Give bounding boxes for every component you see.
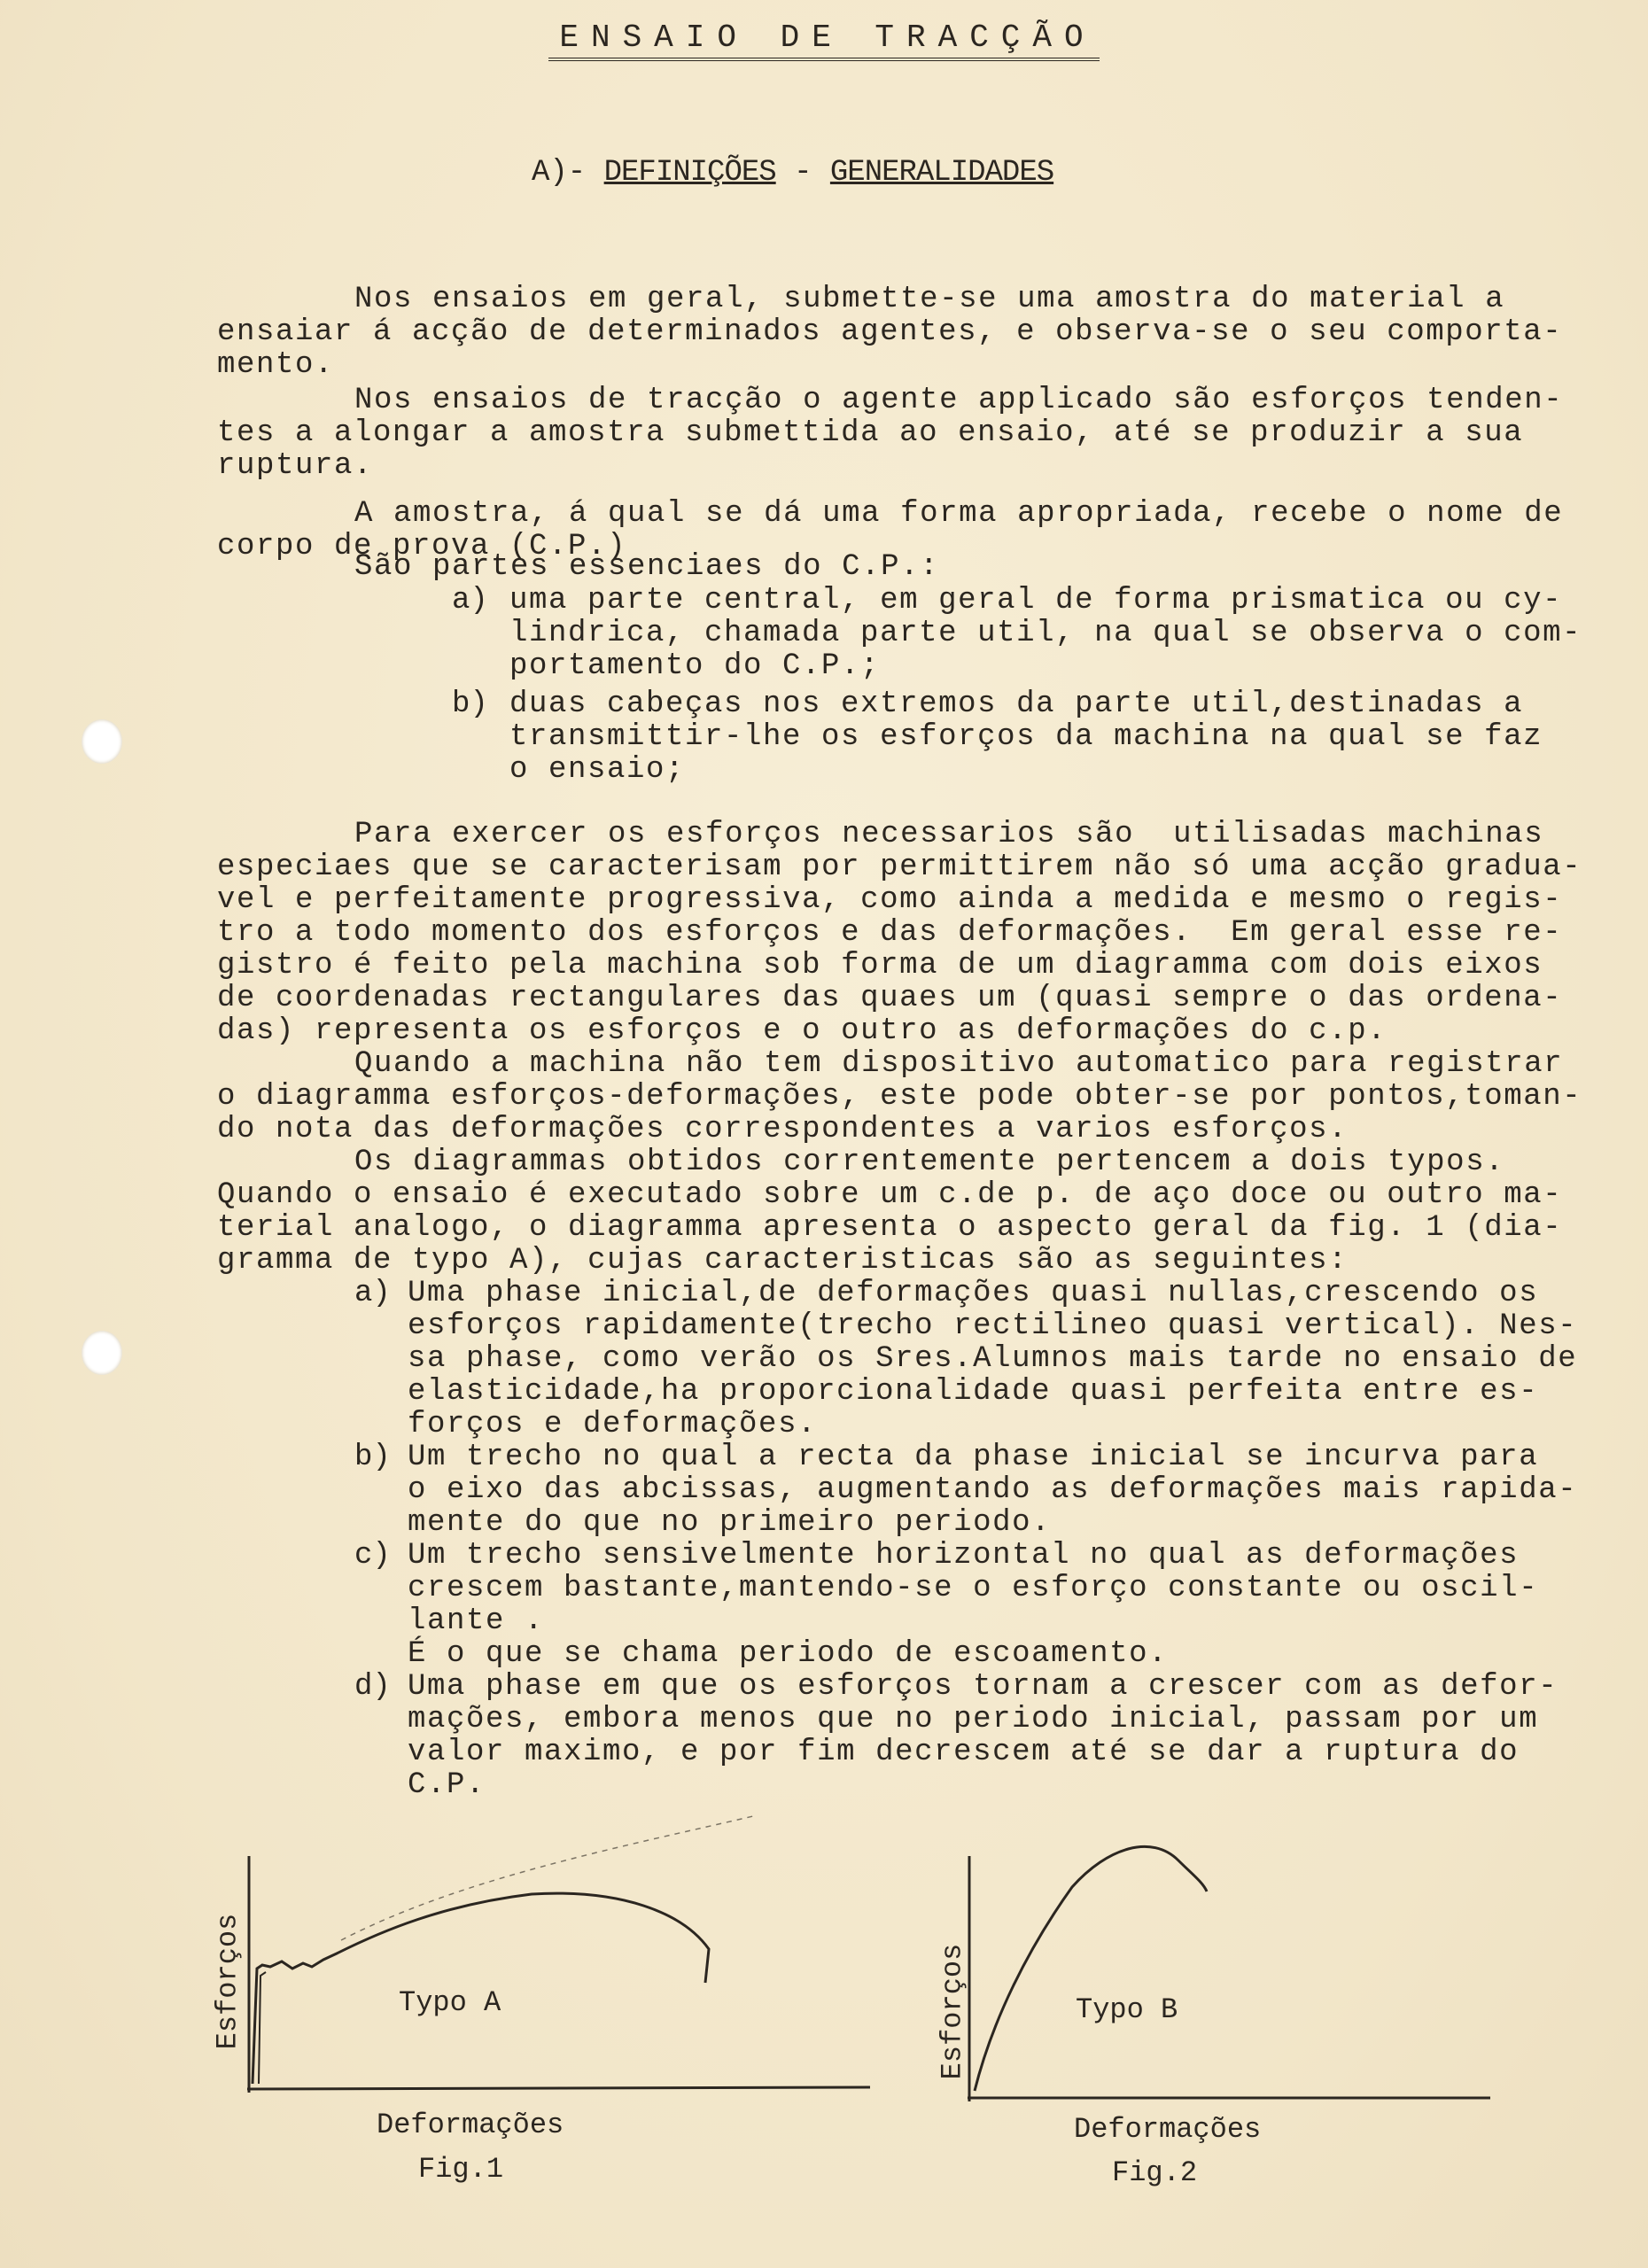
fig1-dashed-line xyxy=(341,1816,753,1940)
paragraph-line: mento. xyxy=(217,348,335,382)
paragraph-line: especiaes que se caracterisam por permittirem não só uma acção gradua- xyxy=(217,850,1582,884)
section-heading-definicoes: DEFINIÇÕES xyxy=(603,156,776,190)
section-heading-generalidades: GENERALIDADES xyxy=(829,156,1054,190)
list-item-label: a) xyxy=(452,584,488,617)
list-item-line: elasticidade,ha proporcionalidade quasi perfeita entre es- xyxy=(408,1375,1539,1409)
paragraph-line: ensaiar á acção de determinados agentes, e observa-se o seu comporta- xyxy=(217,315,1563,349)
list-item-label: b) xyxy=(452,687,488,721)
list-item-label: c) xyxy=(354,1539,391,1573)
list-item-line: o eixo das abcissas, augmentando as deformações mais rapida- xyxy=(408,1473,1578,1507)
list-item-line: lindrica, chamada parte util, na qual se observa o com- xyxy=(509,617,1582,650)
document-title-text: ENSAIO DE TRACÇÃO xyxy=(548,19,1099,61)
paragraph-line: Os diagrammas obtidos correntemente pertencem a dois typos. xyxy=(354,1146,1505,1179)
paragraph-line: Quando o ensaio é executado sobre um c.de p. de aço doce ou outro ma- xyxy=(217,1178,1563,1212)
paragraph-line: ruptura. xyxy=(217,449,374,483)
list-item-line: mações, embora menos que no periodo inicial, passam por um xyxy=(408,1703,1539,1736)
list-item-line: valor maximo, e por fim decrescem até se dar a ruptura do xyxy=(408,1736,1520,1769)
list-item-line: duas cabeças nos extremos da parte util,destinadas a xyxy=(509,687,1524,721)
paragraph-line: tro a todo momento dos esforços e das deformações. Em geral esse re- xyxy=(217,916,1563,950)
list-item-line: Um trecho no qual a recta da phase inicial se incurva para xyxy=(408,1441,1539,1474)
paragraph-line: do nota das deformações correspondentes a varios esforços. xyxy=(217,1113,1349,1146)
list-item-line: C.P. xyxy=(408,1768,486,1802)
paragraph-line: Nos ensaios de tracção o agente applicado são esforços tenden- xyxy=(354,384,1564,417)
list-item-line: forços e deformações. xyxy=(408,1408,818,1441)
fig2-x-label: Deformações xyxy=(1074,2113,1262,2146)
paragraph-line: tes a alongar a amostra submettida ao ensaio, até se produzir a sua xyxy=(217,416,1524,450)
list-item-line: transmittir-lhe os esforços da machina na qual se faz xyxy=(509,720,1543,754)
list-item-line: portamento do C.P.; xyxy=(509,649,881,683)
list-item-line: crescem bastante,mantendo-se o esforço constante ou oscil- xyxy=(408,1572,1539,1605)
fig1-caption: Fig.1 xyxy=(418,2153,504,2186)
list-item-line: esforços rapidamente(trecho rectilineo quasi vertical). Nes- xyxy=(408,1309,1578,1343)
paragraph-line: das) representa os esforços e o outro as deformações do c.p. xyxy=(217,1014,1388,1048)
paragraph-line: terial analogo, o diagramma apresenta o aspecto geral da fig. 1 (dia- xyxy=(217,1211,1563,1245)
list-item-label: a) xyxy=(354,1277,391,1310)
list-item-label: b) xyxy=(354,1441,391,1474)
paragraph-line: vel e perfeitamente progressiva, como ainda a medida e mesmo o regis- xyxy=(217,883,1563,917)
paragraph-line: de coordenadas rectangulares das quaes um (quasi sempre o das ordena- xyxy=(217,982,1563,1015)
fig1-x-label: Deformações xyxy=(377,2109,564,2141)
list-item-line: lante . xyxy=(408,1604,545,1638)
paragraph-line: A amostra, á qual se dá uma forma apropriada, recebe o nome de xyxy=(354,497,1564,531)
list-item-label: d) xyxy=(354,1670,391,1704)
fig2-y-label: Esforços xyxy=(936,1943,969,2080)
section-separator: - xyxy=(775,156,830,190)
fig1-type-label: Typo A xyxy=(399,1986,501,2019)
paragraph-line: o diagramma esforços-deformações, este pode obter-se por pontos,toman- xyxy=(217,1080,1582,1114)
fig1-x-axis xyxy=(247,2087,870,2089)
paragraph-line: São partes essenciaes do C.P.: xyxy=(354,550,940,584)
list-item-line: Um trecho sensivelmente horizontal no qual as deformações xyxy=(408,1539,1520,1573)
paragraph-line: Nos ensaios em geral, submette-se uma amostra do material a xyxy=(354,283,1505,316)
paragraph-line: gistro é feito pela machina sob forma de um diagramma com dois eixos xyxy=(217,949,1543,983)
fig2-curve xyxy=(975,1846,1207,2091)
fig1-y-label: Esforços xyxy=(211,1913,245,2050)
paragraph-line: corpo de prova (C.P.) xyxy=(217,530,627,563)
fig1-curve-inner xyxy=(259,1972,266,2084)
list-item-line: o ensaio; xyxy=(509,753,686,787)
list-item-line: mente do que no primeiro periodo. xyxy=(408,1506,1052,1540)
section-prefix: A)- xyxy=(532,156,604,190)
list-item-line: uma parte central, em geral de forma prismatica ou cy- xyxy=(509,584,1563,617)
list-item-line: É o que se chama periodo de escoamento. xyxy=(408,1637,1169,1671)
paragraph-line: gramma de typo A), cujas caracteristicas são as seguintes: xyxy=(217,1244,1349,1278)
fig2-caption: Fig.2 xyxy=(1112,2156,1198,2189)
paragraph-line: Quando a machina não tem dispositivo automatico para registrar xyxy=(354,1047,1564,1081)
list-item-line: Uma phase em que os esforços tornam a crescer com as defor- xyxy=(408,1670,1559,1704)
list-item-line: Uma phase inicial,de deformações quasi nullas,crescendo os xyxy=(408,1277,1539,1310)
fig2-type-label: Typo B xyxy=(1076,1993,1178,2026)
paragraph-line: Para exercer os esforços necessarios são utilisadas machinas xyxy=(354,818,1544,851)
list-item-line: sa phase, como verão os Sres.Alumnos mais tarde no ensaio de xyxy=(408,1342,1578,1376)
